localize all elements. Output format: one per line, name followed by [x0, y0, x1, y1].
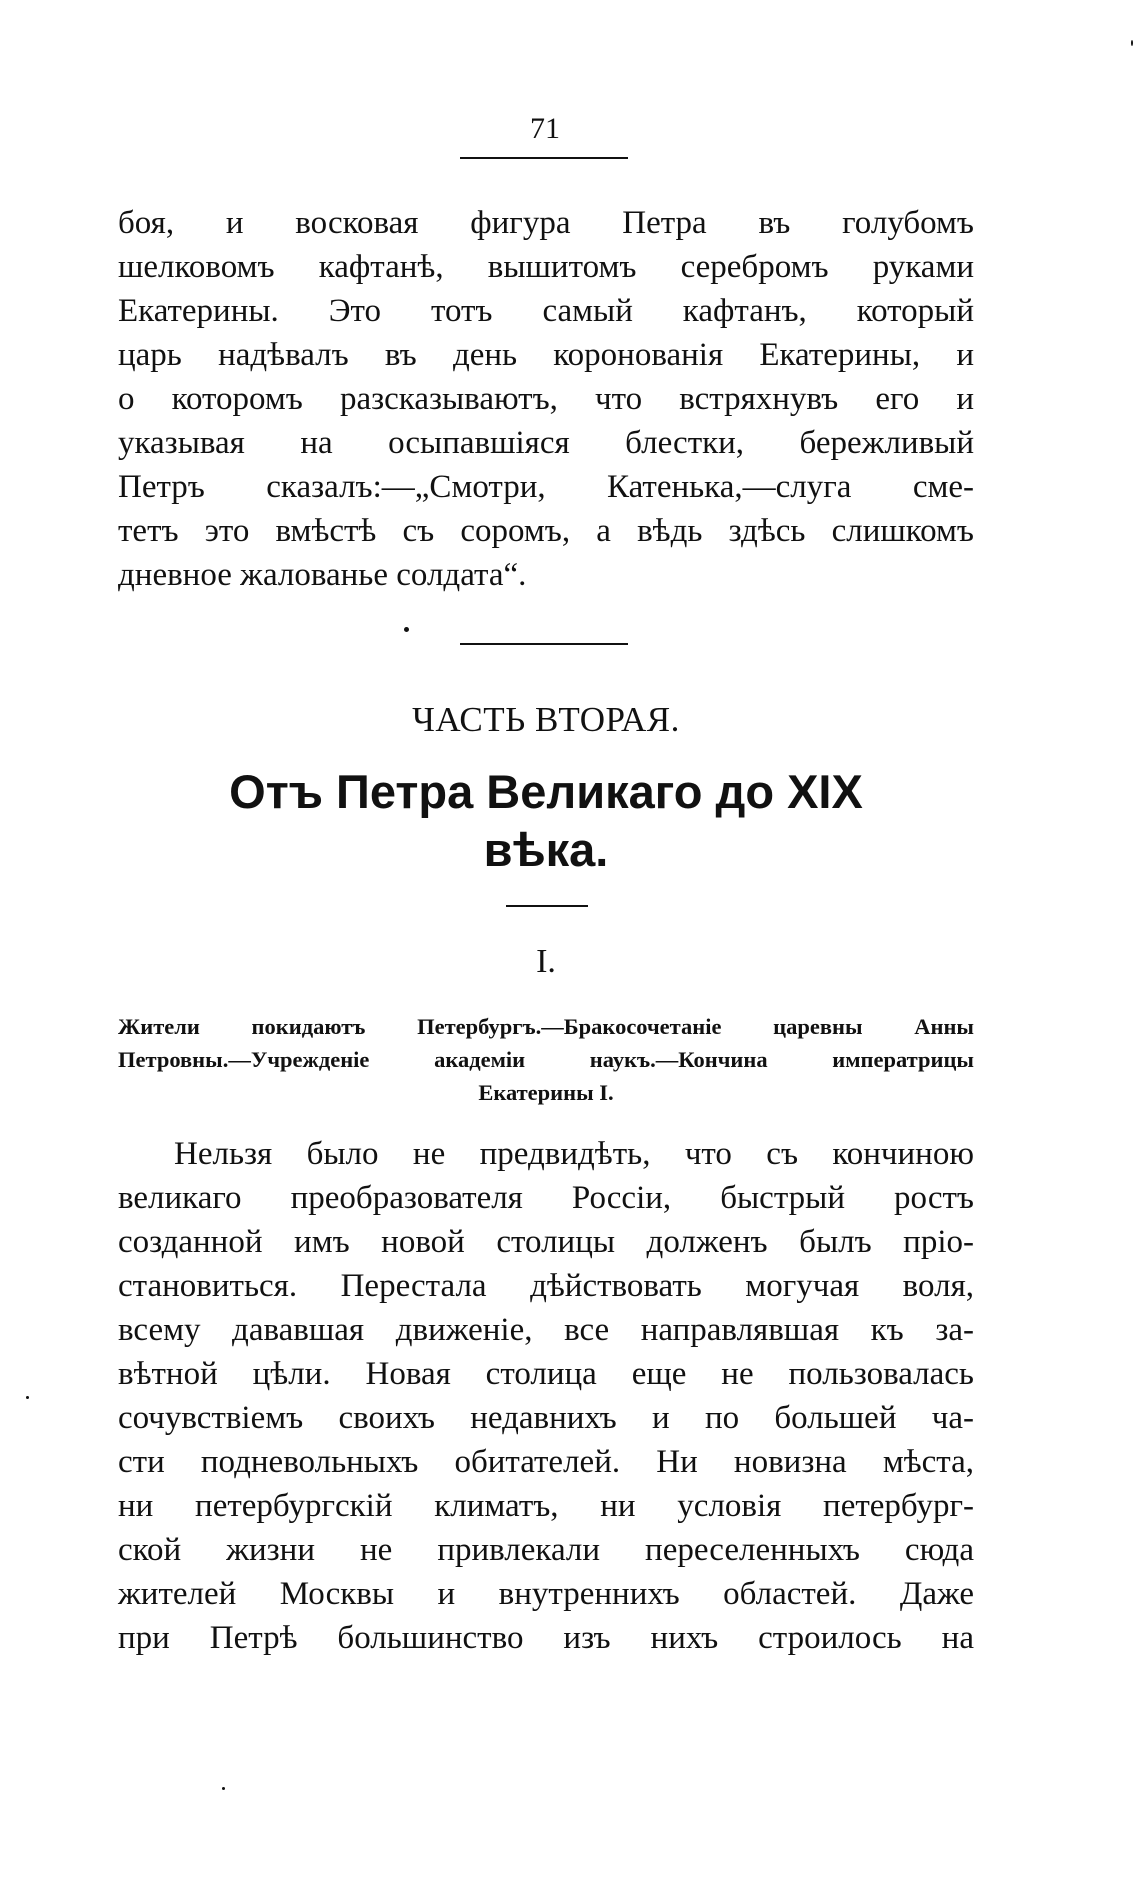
text-line: всему дававшая движеніе, все направлявшая къ за- — [118, 1312, 974, 1348]
print-speck — [1131, 40, 1133, 46]
text-line: Нельзя было не предвидѣть, что съ кончиною — [174, 1136, 974, 1172]
part-title-line: Отъ Петра Великаго до XIX — [229, 765, 863, 818]
main-paragraph — [118, 1132, 974, 1660]
text-line: Петръ сказалъ:—„Смотри, Катенька,—слуга сме- — [118, 469, 974, 505]
print-speck — [404, 627, 409, 632]
text-line: о которомъ разсказываютъ, что встряхнувъ его и — [118, 381, 974, 417]
text-line: боя, и восковая фигура Петра въ голубомъ — [118, 205, 974, 241]
text-line: Екатерины. Это тотъ самый кафтанъ, который — [118, 293, 974, 329]
page-number: 71 — [530, 112, 560, 145]
summary-line: Петровны.—Учрежденіе академіи наукъ.—Кончина императрицы — [118, 1047, 974, 1072]
part-title-line: вѣка. — [483, 823, 609, 876]
text-line: ни петербургскій климатъ, ни условія петербург- — [118, 1488, 974, 1524]
summary-line: Екатерины I. — [478, 1080, 614, 1105]
text-line: жителей Москвы и внутреннихъ областей. Даже — [118, 1576, 974, 1612]
header-rule — [460, 157, 628, 159]
text-line: дневное жалованье солдата“. — [118, 557, 527, 593]
part-title — [118, 763, 974, 879]
text-line: ской жизни не привлекали переселенныхъ сюда — [118, 1532, 974, 1568]
section-divider-rule — [460, 643, 628, 645]
print-speck — [222, 1787, 225, 1790]
top-paragraph — [118, 201, 974, 597]
text-line: созданной имъ новой столицы долженъ былъ пріо- — [118, 1224, 974, 1260]
text-line: шелковомъ кафтанѣ, вышитомъ серебромъ руками — [118, 249, 974, 285]
title-divider-rule — [506, 905, 588, 907]
text-line: сти подневольныхъ обитателей. Ни новизна мѣста, — [118, 1444, 974, 1480]
chapter-summary — [118, 1010, 974, 1109]
text-line: тетъ это вмѣстѣ съ соромъ, а вѣдь здѣсь слишкомъ — [118, 513, 974, 549]
text-line: становиться. Перестала дѣйствовать могучая воля, — [118, 1268, 974, 1304]
summary-line: Жители покидаютъ Петербургъ.—Бракосочетаніе царевны Анны — [118, 1014, 974, 1039]
part-label: ЧАСТЬ ВТОРАЯ. — [412, 700, 680, 739]
text-line: при Петрѣ большинство изъ нихъ строилось на — [118, 1620, 974, 1656]
text-line: великаго преобразователя Россіи, быстрый ростъ — [118, 1180, 974, 1216]
text-line: вѣтной цѣли. Новая столица еще не пользовалась — [118, 1356, 974, 1392]
chapter-number: I. — [536, 943, 556, 980]
text-line: царь надѣвалъ въ день коронованія Екатерины, и — [118, 337, 974, 373]
text-line: сочувствіемъ своихъ недавнихъ и по большей ча- — [118, 1400, 974, 1436]
print-speck — [26, 1396, 29, 1399]
text-line: указывая на осыпавшіяся блестки, бережливый — [118, 425, 974, 461]
